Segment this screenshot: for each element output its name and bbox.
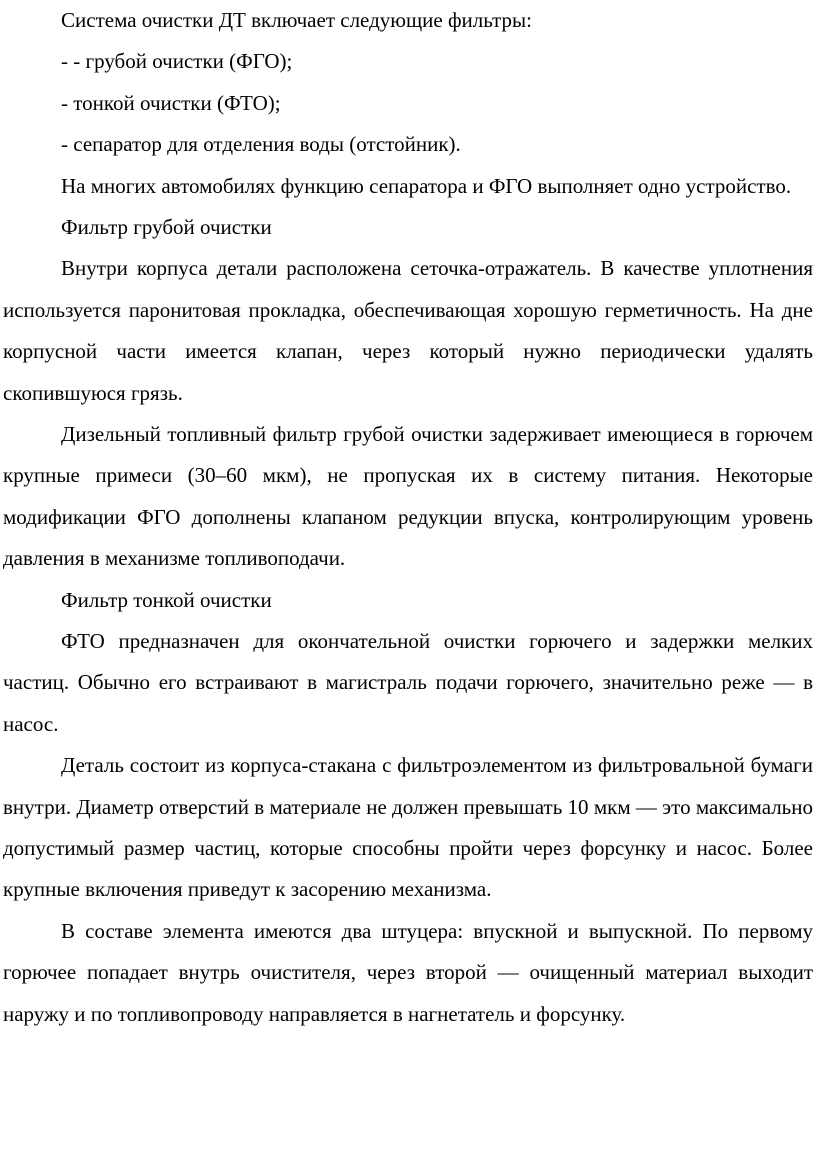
intro-text: Система очистки ДТ включает следующие фильтры: <box>61 8 532 32</box>
heading-fine-filter: Фильтр тонкой очистки <box>61 587 272 612</box>
list-item-fine: - тонкой очистки (ФТО); <box>61 90 281 115</box>
paragraph-coarse-1: Внутри корпуса детали расположена сеточка-отражатель. В качестве уплотнения используется паронитовая прокладка, обеспечивающая хорошую герметичность. На дне корпусной части имеется клапан, через который нужно периодически удалять скопившуюся грязь. <box>3 256 813 405</box>
paragraph-coarse-2: Дизельный топливный фильтр грубой очистки задерживает имеющиеся в горючем крупные примеси (30–60 мкм), не пропуская их в систему питания. Некоторые модификации ФГО дополнены клапаном редукции впуска, контролирующим уровень давления в механизме топливоподачи. <box>3 421 813 571</box>
paragraph-separator: На многих автомобилях функцию сепаратора и ФГО выполняет одно устройство. <box>61 173 792 198</box>
list-item-coarse: - - грубой очистки (ФГО); <box>61 49 293 74</box>
paragraph-fine-1: ФТО предназначен для окончательной очистки горючего и задержки мелких частиц. Обычно его встраивают в магистраль подачи горючего, значительно реже — в насос. <box>3 629 813 736</box>
list-item-separator: - сепаратор для отделения воды (отстойник). <box>61 132 461 157</box>
paragraph-fine-2: Деталь состоит из корпуса-стакана с фильтроэлементом из фильтровальной бумаги внутри. Диаметр отверстий в материале не должен превышать 10 мкм — это максимально допустимый размер частиц, которые способны пройти через форсунку и насос. Более крупные включения приведут к засорению механизма. <box>3 753 813 902</box>
paragraph-fine-3: В составе элемента имеются два штуцера: впускной и выпускной. По первому горючее попадает внутрь очистителя, через второй — очищенный материал выходит наружу и по топливопроводу направляется в нагнетатель и форсунку. <box>3 918 813 1026</box>
heading-coarse-filter: Фильтр грубой очистки <box>61 214 272 239</box>
